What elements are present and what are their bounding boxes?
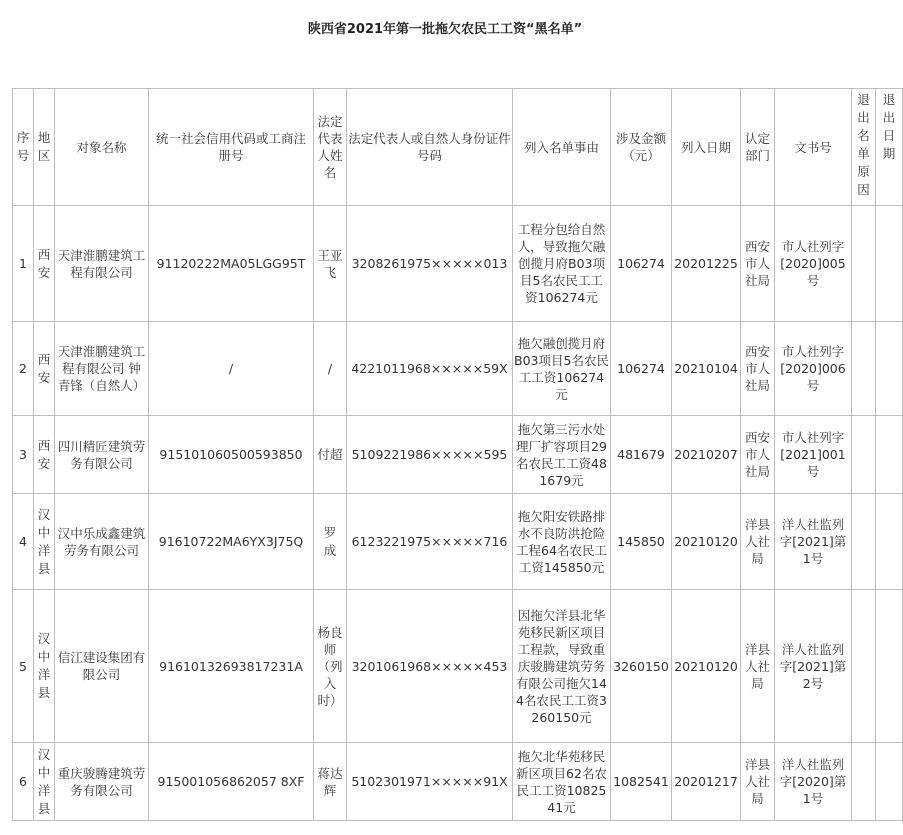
cell-doc: 市人社列字[2020]005号 xyxy=(775,206,852,322)
cell-exit-reason xyxy=(852,743,876,821)
header-code: 统一社会信用代码或工商注册号 xyxy=(149,89,314,206)
table-row xyxy=(13,494,903,590)
cell-date: 20210104 xyxy=(672,322,741,416)
cell-rep: 付超 xyxy=(314,416,347,494)
cell-name: 重庆骏腾建筑劳务有限公司 xyxy=(55,743,149,821)
cell-exit-reason xyxy=(852,416,876,494)
cell-region: 西安 xyxy=(34,206,55,322)
cell-reason: 拖欠北华苑移民新区项目62名农民工工资1082541元 xyxy=(513,743,611,821)
cell-seq: 6 xyxy=(13,743,34,821)
cell-region: 汉中洋县 xyxy=(34,743,55,821)
cell-dept: 洋县人社局 xyxy=(741,590,775,743)
table-row xyxy=(13,322,903,416)
cell-dept: 西安市人社局 xyxy=(741,206,775,322)
cell-date: 20210120 xyxy=(672,494,741,590)
table-row xyxy=(13,743,903,821)
header-amount: 涉及金额（元） xyxy=(611,89,672,206)
cell-seq: 5 xyxy=(13,590,34,743)
cell-reason: 拖欠第三污水处理厂扩容项目29名农民工工资481679元 xyxy=(513,416,611,494)
header-reason: 列入名单事由 xyxy=(513,89,611,206)
cell-doc: 洋人社监列字[2021]第2号 xyxy=(775,590,852,743)
cell-region: 西安 xyxy=(34,416,55,494)
cell-date: 20210207 xyxy=(672,416,741,494)
cell-exit-date xyxy=(876,206,903,322)
cell-dept: 洋县人社局 xyxy=(741,743,775,821)
cell-code: / xyxy=(149,322,314,416)
cell-region: 汉中洋县 xyxy=(34,494,55,590)
cell-idno: 3201061968×××××453 xyxy=(347,590,513,743)
page-title: 陕西省2021年第一批拖欠农民工工资“黑名单” xyxy=(307,22,583,37)
cell-date: 20210120 xyxy=(672,590,741,743)
cell-idno: 3208261975×××××013 xyxy=(347,206,513,322)
header-row xyxy=(13,89,903,206)
cell-rep: 罗成 xyxy=(314,494,347,590)
cell-idno: 5109221986×××××595 xyxy=(347,416,513,494)
cell-exit-date xyxy=(876,590,903,743)
table-row xyxy=(13,590,903,743)
cell-name: 信江建设集团有限公司 xyxy=(55,590,149,743)
header-name: 对象名称 xyxy=(55,89,149,206)
cell-rep: / xyxy=(314,322,347,416)
cell-date: 20201225 xyxy=(672,206,741,322)
cell-seq: 3 xyxy=(13,416,34,494)
cell-exit-reason xyxy=(852,494,876,590)
header-idno: 法定代表人或自然人身份证件号码 xyxy=(347,89,513,206)
cell-seq: 4 xyxy=(13,494,34,590)
cell-amount: 106274 xyxy=(611,322,672,416)
header-doc: 文书号 xyxy=(775,89,852,206)
cell-amount: 481679 xyxy=(611,416,672,494)
cell-seq: 1 xyxy=(13,206,34,322)
blacklist-table xyxy=(12,88,903,821)
cell-idno: 4221011968×××××59X xyxy=(347,322,513,416)
cell-name: 汉中乐成鑫建筑劳务有限公司 xyxy=(55,494,149,590)
cell-date: 20201217 xyxy=(672,743,741,821)
cell-exit-date xyxy=(876,494,903,590)
cell-doc: 市人社列字[2021]001号 xyxy=(775,416,852,494)
header-exit-date: 退出日期 xyxy=(876,89,903,206)
cell-dept: 西安市人社局 xyxy=(741,416,775,494)
cell-amount: 145850 xyxy=(611,494,672,590)
cell-amount: 1082541 xyxy=(611,743,672,821)
cell-exit-reason xyxy=(852,322,876,416)
cell-region: 汉中洋县 xyxy=(34,590,55,743)
cell-reason: 因拖欠洋县北华苑移民新区项目工程款，导致重庆骏腾建筑劳务有限公司拖欠144名农民工工资3260150元 xyxy=(513,590,611,743)
cell-code: 91120222MA05LGG95T xyxy=(149,206,314,322)
cell-rep: 杨良师（列入时） xyxy=(314,590,347,743)
cell-region: 西安 xyxy=(34,322,55,416)
cell-rep: 蒋达辉 xyxy=(314,743,347,821)
cell-exit-date xyxy=(876,322,903,416)
cell-doc: 洋人社监列字[2021]第1号 xyxy=(775,494,852,590)
cell-code: 91610722MA6YX3J75Q xyxy=(149,494,314,590)
cell-seq: 2 xyxy=(13,322,34,416)
cell-idno: 5102301971×××××91X xyxy=(347,743,513,821)
cell-exit-date xyxy=(876,416,903,494)
cell-name: 四川精匠建筑劳务有限公司 xyxy=(55,416,149,494)
cell-amount: 106274 xyxy=(611,206,672,322)
header-rep: 法定代表人姓名 xyxy=(314,89,347,206)
header-region: 地区 xyxy=(34,89,55,206)
cell-exit-date xyxy=(876,743,903,821)
header-dept: 认定部门 xyxy=(741,89,775,206)
table-row xyxy=(13,416,903,494)
cell-reason: 拖欠阳安铁路排水不良防洪抢险工程64名农民工工资145850元 xyxy=(513,494,611,590)
cell-rep: 王亚飞 xyxy=(314,206,347,322)
cell-doc: 洋人社监列字[2020]第1号 xyxy=(775,743,852,821)
cell-name: 天津淮鹏建筑工程有限公司 钟青锋（自然人） xyxy=(55,322,149,416)
cell-dept: 洋县人社局 xyxy=(741,494,775,590)
cell-exit-reason xyxy=(852,206,876,322)
table-row xyxy=(13,206,903,322)
cell-amount: 3260150 xyxy=(611,590,672,743)
cell-exit-reason xyxy=(852,590,876,743)
cell-name: 天津淮鹏建筑工程有限公司 xyxy=(55,206,149,322)
cell-code: 915001056862057 8XF xyxy=(149,743,314,821)
cell-reason: 拖欠融创揽月府B03项目5名农民工工资106274元 xyxy=(513,322,611,416)
cell-code: 915101060500593850 xyxy=(149,416,314,494)
header-exit-reason: 退出名单原因 xyxy=(852,89,876,206)
header-seq: 序号 xyxy=(13,89,34,206)
cell-dept: 西安市人社局 xyxy=(741,322,775,416)
header-date: 列入日期 xyxy=(672,89,741,206)
cell-code: 91610132693817231A xyxy=(149,590,314,743)
cell-reason: 工程分包给自然人，导致拖欠融创揽月府B03项目5名农民工工资106274元 xyxy=(513,206,611,322)
cell-idno: 6123221975×××××716 xyxy=(347,494,513,590)
cell-doc: 市人社列字[2020]006号 xyxy=(775,322,852,416)
